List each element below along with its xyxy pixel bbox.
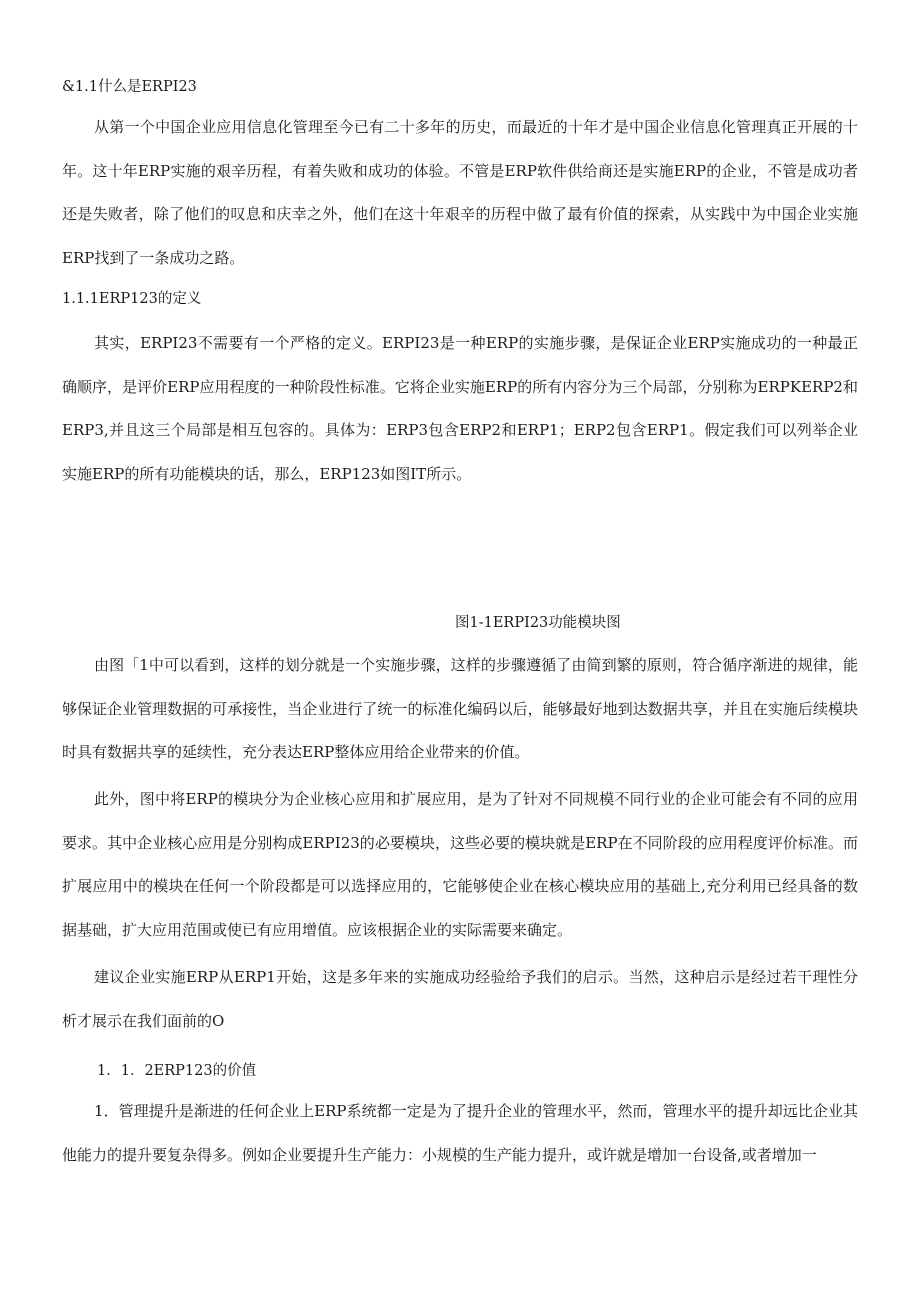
- figure-caption: 图1-1ERPI23功能模块图: [455, 615, 621, 631]
- figure-explanation-paragraph: 由图「1中可以看到，这样的划分就是一个实施步骤，这样的步骤遵循了由简到繁的原则，符合循序渐进的规律，能够保证企业管理数据的可承接性，当企业进行了统一的标准化编码以后，能够最好地到达数据共享，并且在实施后续模块时具有数据共享的延续性，充分表达ERP整体应用给企业带来的价值。: [62, 656, 858, 761]
- value-paragraph: 1．管理提升是渐进的任何企业上ERP系统都一定是为了提升企业的管理水平，然而，管理水平的提升却远比企业其他能力的提升要复杂得多。例如企业要提升生产能力：小规模的生产能力提升，或许就是增加一台设备,或者增加一: [62, 1102, 858, 1164]
- subsection-2-heading: 1．1．2ERP123的价值: [97, 1063, 257, 1079]
- suggestion-paragraph: 建议企业实施ERP从ERP1开始，这是多年来的实施成功经验给予我们的启示。当然，这种启示是经过若干理性分析才展示在我们面前的O: [62, 968, 858, 1030]
- section-heading: &1.1什么是ERPI23: [62, 79, 197, 95]
- intro-paragraph: 从第一个中国企业应用信息化管理至今已有二十多年的历史，而最近的十年才是中国企业信息化管理真正开展的十年。这十年ERP实施的艰辛历程，有着失败和成功的体验。不管是ERP软件供给商还是实施ERP的企业，不管是成功者还是失败者，除了他们的叹息和庆幸之外，他们在这十年艰辛的历程中做了最有价值的探索，从实践中为中国企业实施ERP找到了一条成功之路。: [62, 118, 858, 267]
- definition-paragraph: 其实，ERPI23不需要有一个严格的定义。ERPI23是一种ERP的实施步骤，是保证企业ERP实施成功的一种最正确顺序，是评价ERP应用程度的一种阶段性标准。它将企业实施ERP的所有内容分为三个局部，分别称为ERPKERP2和ERP3,并且这三个局部是相互包容的。具体为：ERP3包含ERP2和ERP1；ERP2包含ERP1。假定我们可以列举企业实施ERP的所有功能模块的话，那么，ERP123如图IT所示。: [62, 334, 858, 483]
- modules-paragraph: 此外，图中将ERP的模块分为企业核心应用和扩展应用，是为了针对不同规模不同行业的企业可能会有不同的应用要求。其中企业核心应用是分别构成ERPI23的必要模块，这些必要的模块就是ERP在不同阶段的应用程度评价标准。而扩展应用中的模块在任何一个阶段都是可以选择应用的，它能够使企业在核心模块应用的基础上,充分利用已经具备的数据基础，扩大应用范围或使已有应用增值。应该根据企业的实际需要来确定。: [62, 790, 858, 939]
- subsection-1-heading: 1.1.1ERP123的定义: [62, 291, 202, 307]
